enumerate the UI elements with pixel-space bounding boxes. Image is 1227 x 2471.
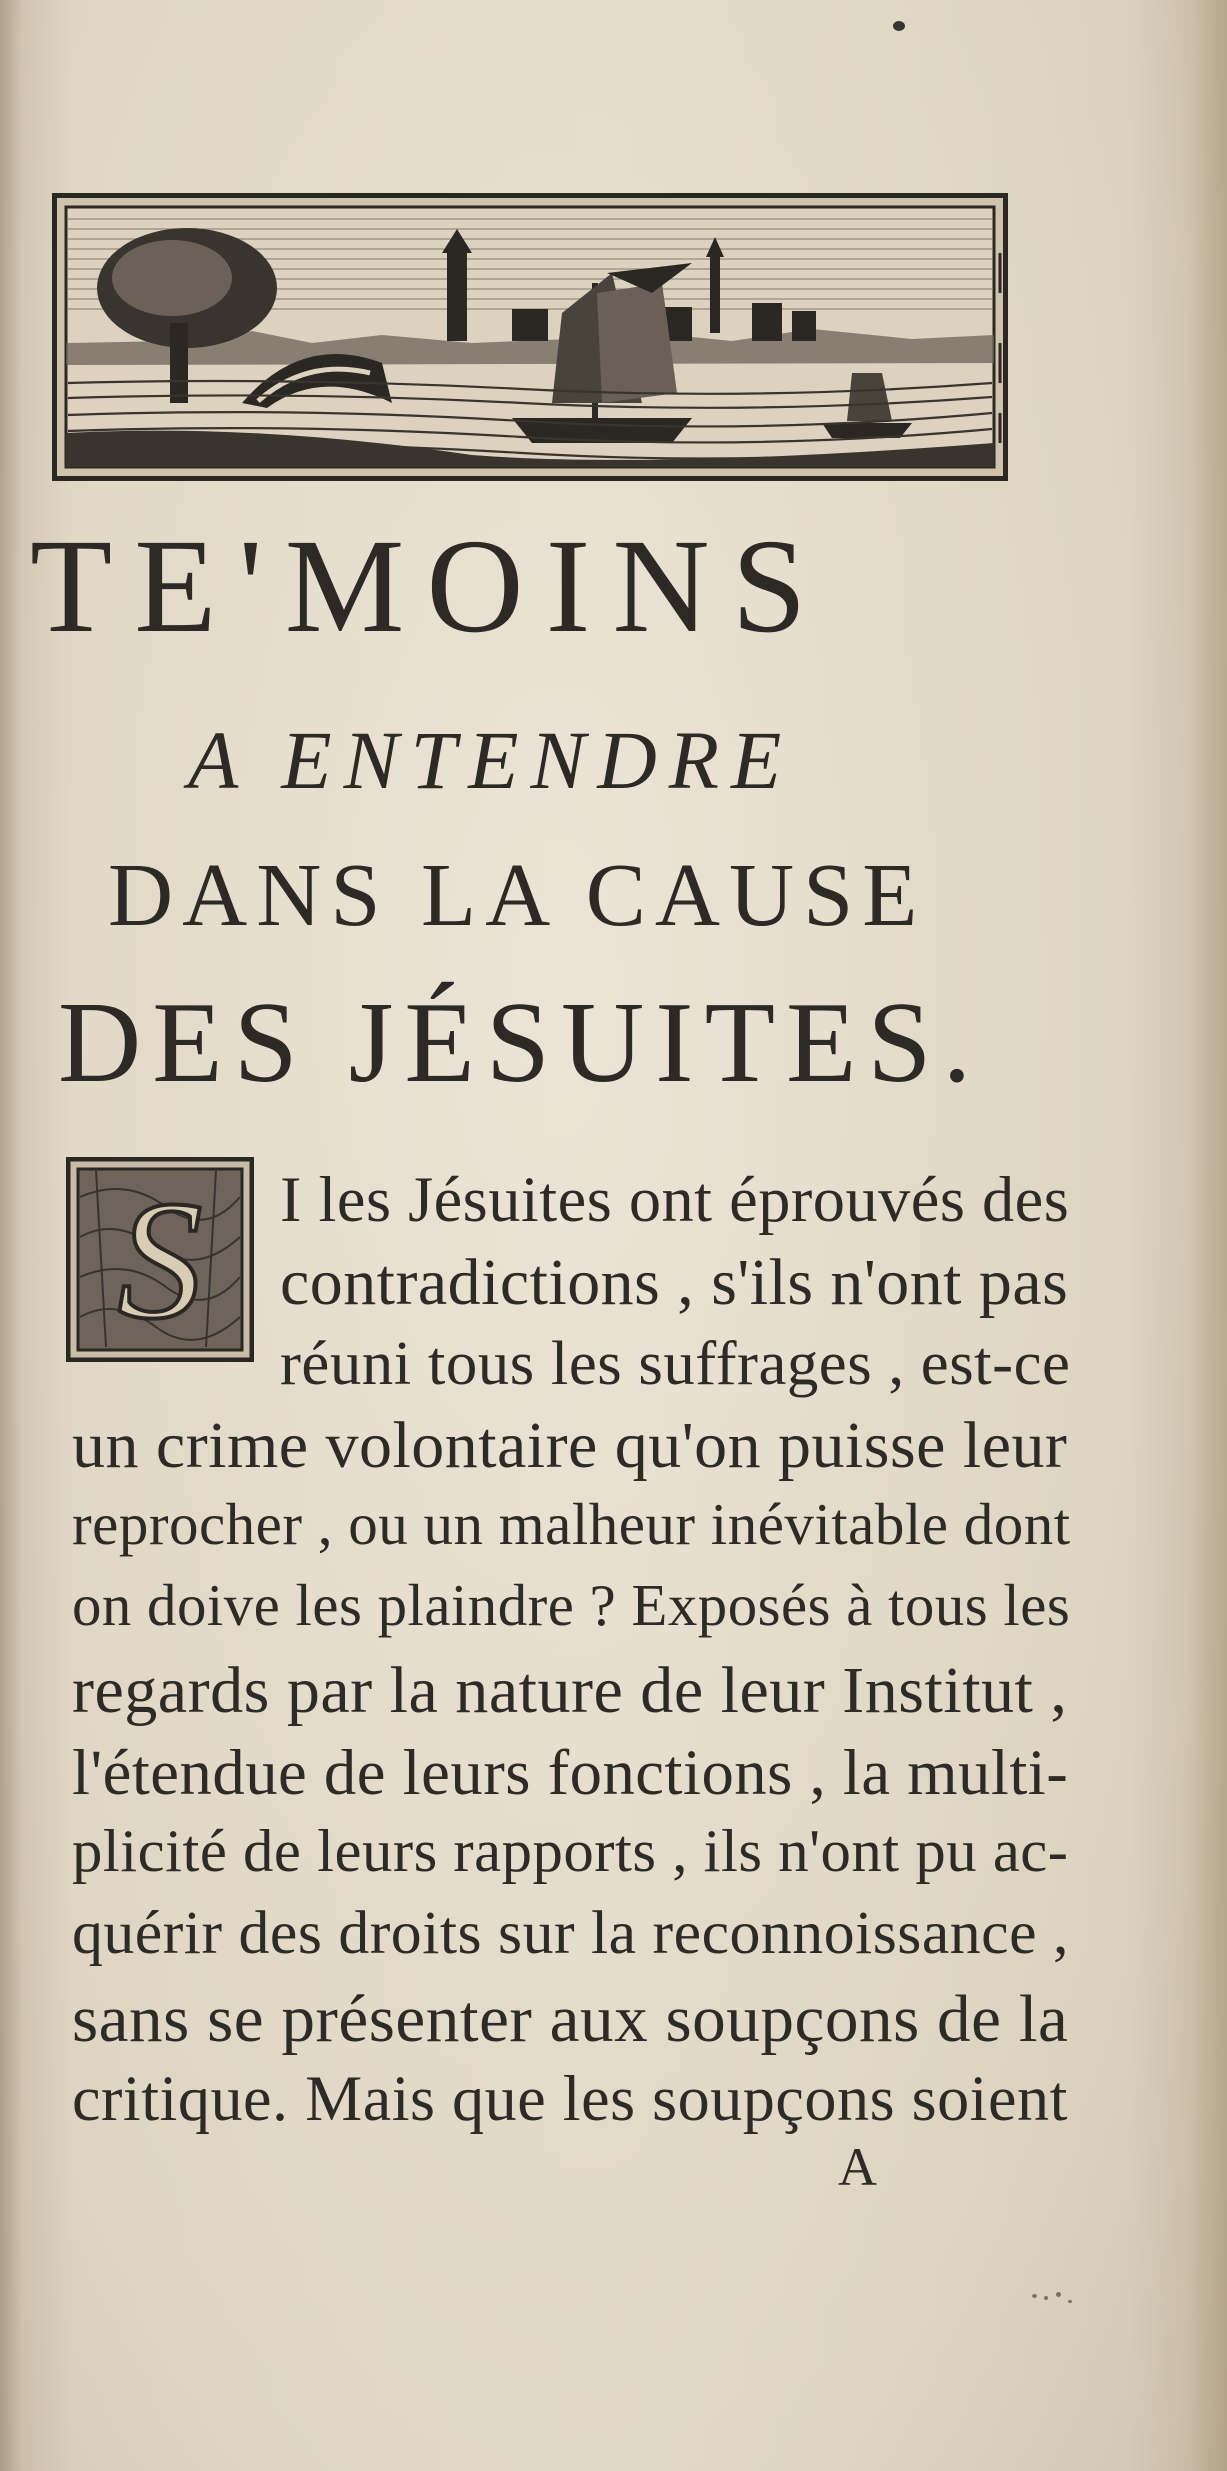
body-line-12: critique. Mais que les soupçons soient xyxy=(72,2063,1068,2134)
body-line-4: un crime volontaire qu'on puisse leur xyxy=(72,1409,1068,1482)
ink-speck xyxy=(1068,2300,1072,2303)
dropcap-letter: S xyxy=(117,1166,203,1354)
body-line-7: regards par la nature de leur Institut , xyxy=(72,1654,1068,1727)
title-line-des-jesuites: DES JÉSUITES. xyxy=(58,978,983,1106)
decorated-initial-s xyxy=(66,1157,254,1362)
ink-speck xyxy=(893,21,905,31)
ink-speck xyxy=(1044,2296,1048,2300)
body-line-8: l'étendue de leurs fonctions , la multi- xyxy=(72,1736,1069,1808)
body-line-3: réuni tous les suffrages , est-ce xyxy=(280,1328,1071,1398)
body-line-10: quérir des droits sur la reconnoissance , xyxy=(72,1899,1069,1967)
title-line-temoins: TE'MOINS xyxy=(30,512,829,661)
woodcut-headpiece-illustration xyxy=(52,193,1008,481)
title-line-a-entendre: A ENTENDRE xyxy=(188,715,794,806)
body-line-6: on doive les plaindre ? Exposés à tous les xyxy=(72,1573,1071,1638)
signature-mark: A xyxy=(838,2137,877,2197)
body-line-11: sans se présenter aux soupçons de la xyxy=(72,1981,1069,2056)
body-line-9: plicité de leurs rapports , ils n'ont pu ac- xyxy=(72,1818,1069,1885)
body-line-1: I les Jésuites ont éprouvés des xyxy=(280,1164,1070,1235)
body-line-2: contradictions , s'ils n'ont pas xyxy=(280,1246,1069,1319)
ink-speck xyxy=(1032,2294,1037,2298)
title-line-dans-la-cause: DANS LA CAUSE xyxy=(108,845,927,945)
body-line-5: reprocher , ou un malheur inévitable dont xyxy=(72,1491,1071,1557)
ink-speck xyxy=(1056,2292,1061,2297)
